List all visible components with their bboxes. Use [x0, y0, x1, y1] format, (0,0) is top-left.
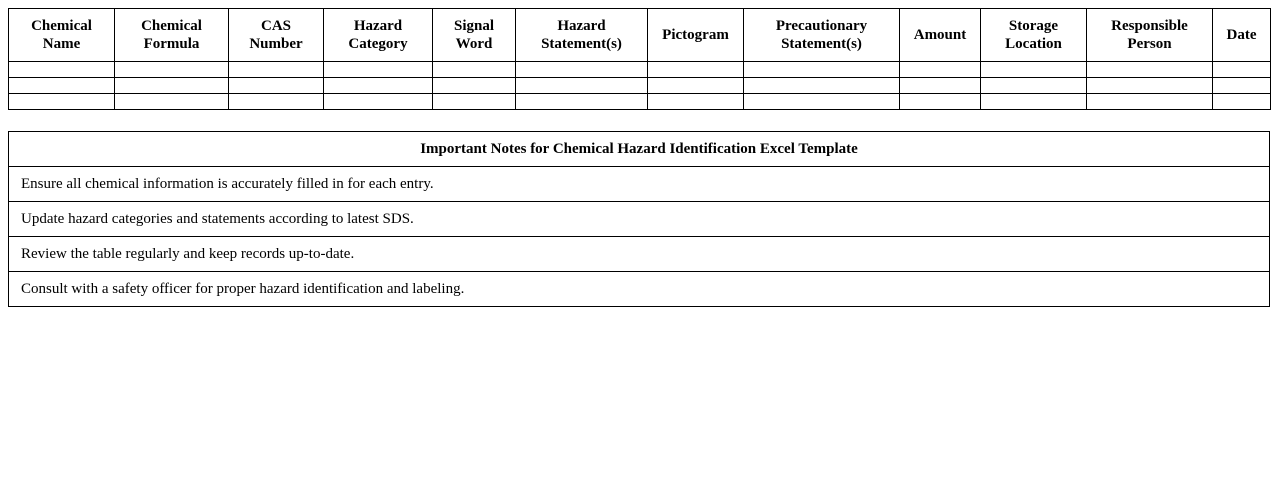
table-cell[interactable]: [981, 62, 1087, 78]
table-cell[interactable]: [900, 62, 981, 78]
table-cell[interactable]: [516, 78, 648, 94]
table-cell[interactable]: [648, 62, 744, 78]
table-cell[interactable]: [744, 78, 900, 94]
note-text: Consult with a safety officer for proper hazard identification and labeling.: [9, 272, 1270, 307]
table-cell[interactable]: [229, 78, 324, 94]
table-row: [9, 62, 1271, 78]
note-text: Review the table regularly and keep records up-to-date.: [9, 237, 1270, 272]
table-cell[interactable]: [648, 78, 744, 94]
table-cell[interactable]: [1213, 78, 1271, 94]
table-cell[interactable]: [1213, 62, 1271, 78]
column-header-amount: Amount: [900, 9, 981, 62]
table-cell[interactable]: [516, 94, 648, 110]
table-cell[interactable]: [229, 94, 324, 110]
table-cell[interactable]: [1213, 94, 1271, 110]
table-cell[interactable]: [1087, 78, 1213, 94]
column-header-chemical-name: Chemical Name: [9, 9, 115, 62]
table-cell[interactable]: [744, 94, 900, 110]
table-cell[interactable]: [115, 78, 229, 94]
note-text: Update hazard categories and statements according to latest SDS.: [9, 202, 1270, 237]
table-cell[interactable]: [9, 62, 115, 78]
column-header-pictogram: Pictogram: [648, 9, 744, 62]
table-cell[interactable]: [1087, 62, 1213, 78]
column-header-chemical-formula: Chemical Formula: [115, 9, 229, 62]
table-cell[interactable]: [115, 62, 229, 78]
column-header-precautionary-statements: Precautionary Statement(s): [744, 9, 900, 62]
column-header-signal-word: Signal Word: [433, 9, 516, 62]
table-cell[interactable]: [9, 78, 115, 94]
list-item: [9, 237, 1270, 272]
header-row: [9, 9, 1271, 62]
column-header-hazard-category: Hazard Category: [324, 9, 433, 62]
table-cell[interactable]: [648, 94, 744, 110]
table-cell[interactable]: [433, 78, 516, 94]
column-header-storage-location: Storage Location: [981, 9, 1087, 62]
table-row: [9, 94, 1271, 110]
column-header-responsible-person: Responsible Person: [1087, 9, 1213, 62]
table-cell[interactable]: [433, 62, 516, 78]
table-cell[interactable]: [229, 62, 324, 78]
table-cell[interactable]: [900, 78, 981, 94]
table-cell[interactable]: [324, 78, 433, 94]
table-cell[interactable]: [744, 62, 900, 78]
list-item: [9, 272, 1270, 307]
column-header-cas-number: CAS Number: [229, 9, 324, 62]
table-cell[interactable]: [115, 94, 229, 110]
important-notes-table: [8, 131, 1270, 307]
table-cell[interactable]: [324, 94, 433, 110]
notes-title: Important Notes for Chemical Hazard Identification Excel Template: [9, 132, 1270, 167]
column-header-hazard-statements: Hazard Statement(s): [516, 9, 648, 62]
chemical-hazard-table: [8, 8, 1271, 110]
list-item: [9, 167, 1270, 202]
table-cell[interactable]: [900, 94, 981, 110]
table-cell[interactable]: [1087, 94, 1213, 110]
notes-header-row: [9, 132, 1270, 167]
note-text: Ensure all chemical information is accurately filled in for each entry.: [9, 167, 1270, 202]
table-cell[interactable]: [433, 94, 516, 110]
table-cell[interactable]: [981, 94, 1087, 110]
table-cell[interactable]: [516, 62, 648, 78]
table-cell[interactable]: [324, 62, 433, 78]
table-cell[interactable]: [9, 94, 115, 110]
table-cell[interactable]: [981, 78, 1087, 94]
table-row: [9, 78, 1271, 94]
column-header-date: Date: [1213, 9, 1271, 62]
list-item: [9, 202, 1270, 237]
